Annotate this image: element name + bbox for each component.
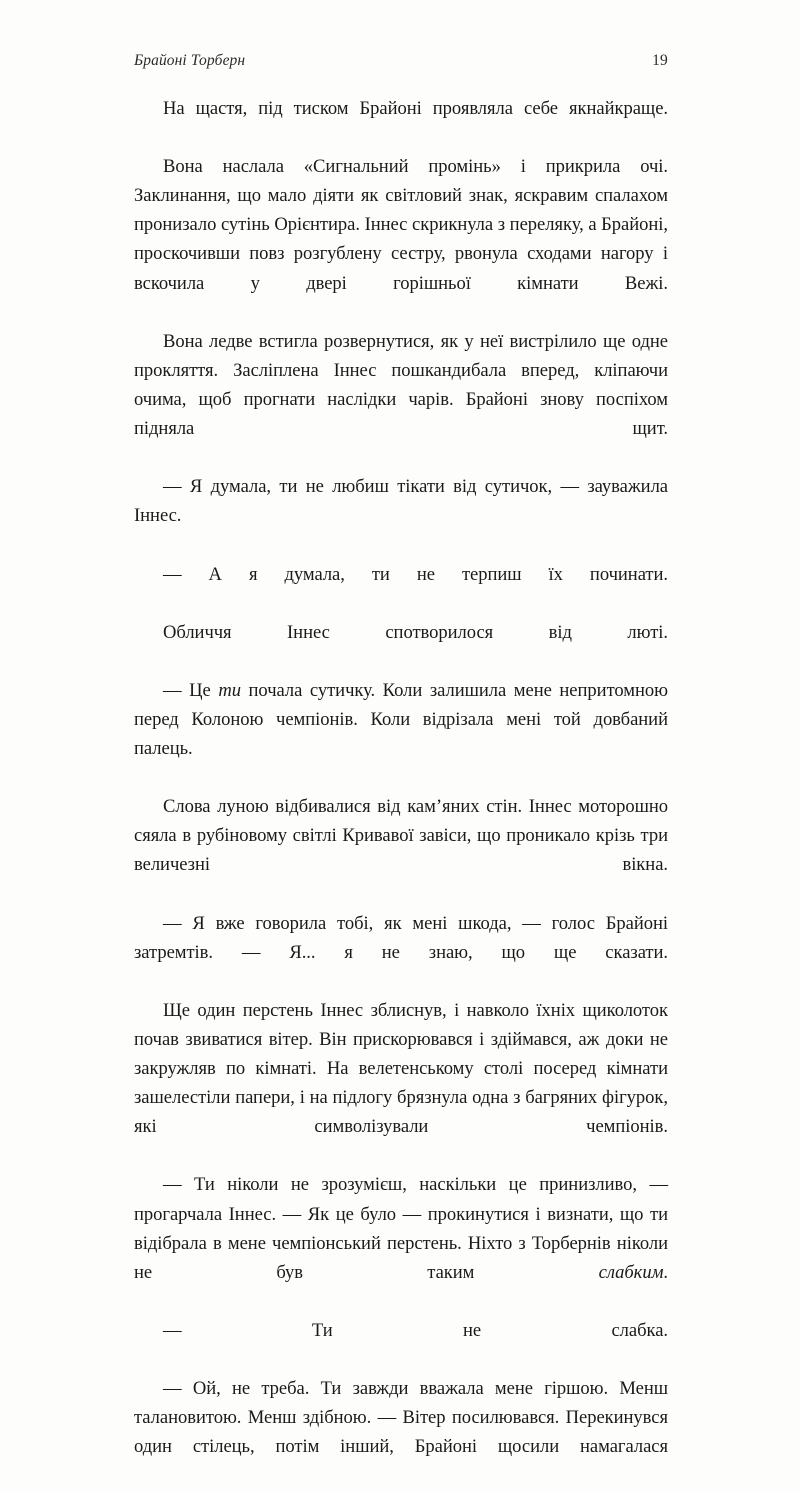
paragraph: Ще один перстень Іннес зблиснув, і навколо їхніх щиколоток почав звиватися вітер. Він прискорювався і здіймався, аж доки не закружляв по кімнаті. На велетенському столі посеред кімнати зашелестіли папери, і на підлогу брязнула одна з багряних фігурок, які символізували чемпіонів. <box>134 999 668 1138</box>
body-text-block <box>134 94 668 1491</box>
running-head-title: Брайоні Торберн <box>134 52 246 69</box>
paragraph: Вона ледве встигла розвернутися, як у неї вистрілило ще одне прокляття. Засліплена Іннес пошкандибала вперед, кліпаючи очима, щоб прогнати наслідки чарів. Брайоні знову поспіхом підняла щит. <box>134 330 668 440</box>
page-number: 19 <box>652 52 668 69</box>
paragraph: — А я думала, ти не терпиш їх починати. <box>163 563 668 585</box>
paragraph: — Це ти почала сутичку. Коли залишила мене непритомною перед Колоною чемпіонів. Коли відрізала мені той довбаний палець. <box>134 679 668 760</box>
paragraph: Слова луною відбивалися від кам’яних стін. Іннес моторошно сяяла в рубіновому світлі Кривавої завіси, що проникало крізь три величезні вікна. <box>134 796 668 876</box>
paragraph: Обличчя Іннес спотворилося від люті. <box>163 621 668 643</box>
running-head <box>134 52 668 76</box>
paragraph: — Я вже говорила тобі, як мені шкода, — голос Брайоні затремтів. — Я... я не знаю, що ще сказати. <box>134 912 668 963</box>
paragraph: — Ти ніколи не зрозумієш, наскільки це принизливо, — прогарчала Іннес. — Як це було — прокинутися і визнати, що ти відібрала в мене чемпіонський перстень. Ніхто з Торбернів ніколи не був таким слабким. <box>134 1174 668 1283</box>
paragraph: — Я думала, ти не любиш тікати від сутичок, — зауважила Іннес. <box>134 476 668 527</box>
emphasised-word: ти <box>218 679 241 701</box>
paragraph: — Ти не слабка. <box>163 1319 668 1341</box>
paragraph: На щастя, під тиском Брайоні проявляла себе якнайкраще. <box>163 98 668 119</box>
emphasised-word: слабким <box>598 1261 664 1283</box>
paragraph: Вона наслала «Сигнальний промінь» і прикрила очі. Заклинання, що мало діяти як світловий знак, яскравим спалахом пронизало сутінь Орієнтира. Іннес скрикнула з переляку, а Брайоні, проскочивши повз розгублену сестру, рвонула сходами нагору і вскочила у двері горішньої кімнати Вежі. <box>134 156 668 294</box>
paragraph: — Ой, не треба. Ти завжди вважала мене гіршою. Менш талановитою. Менш здібною. — Вітер посилювався. Перекинувся один стілець, потім інший, Брайоні щосили намагалася <box>134 1378 668 1458</box>
